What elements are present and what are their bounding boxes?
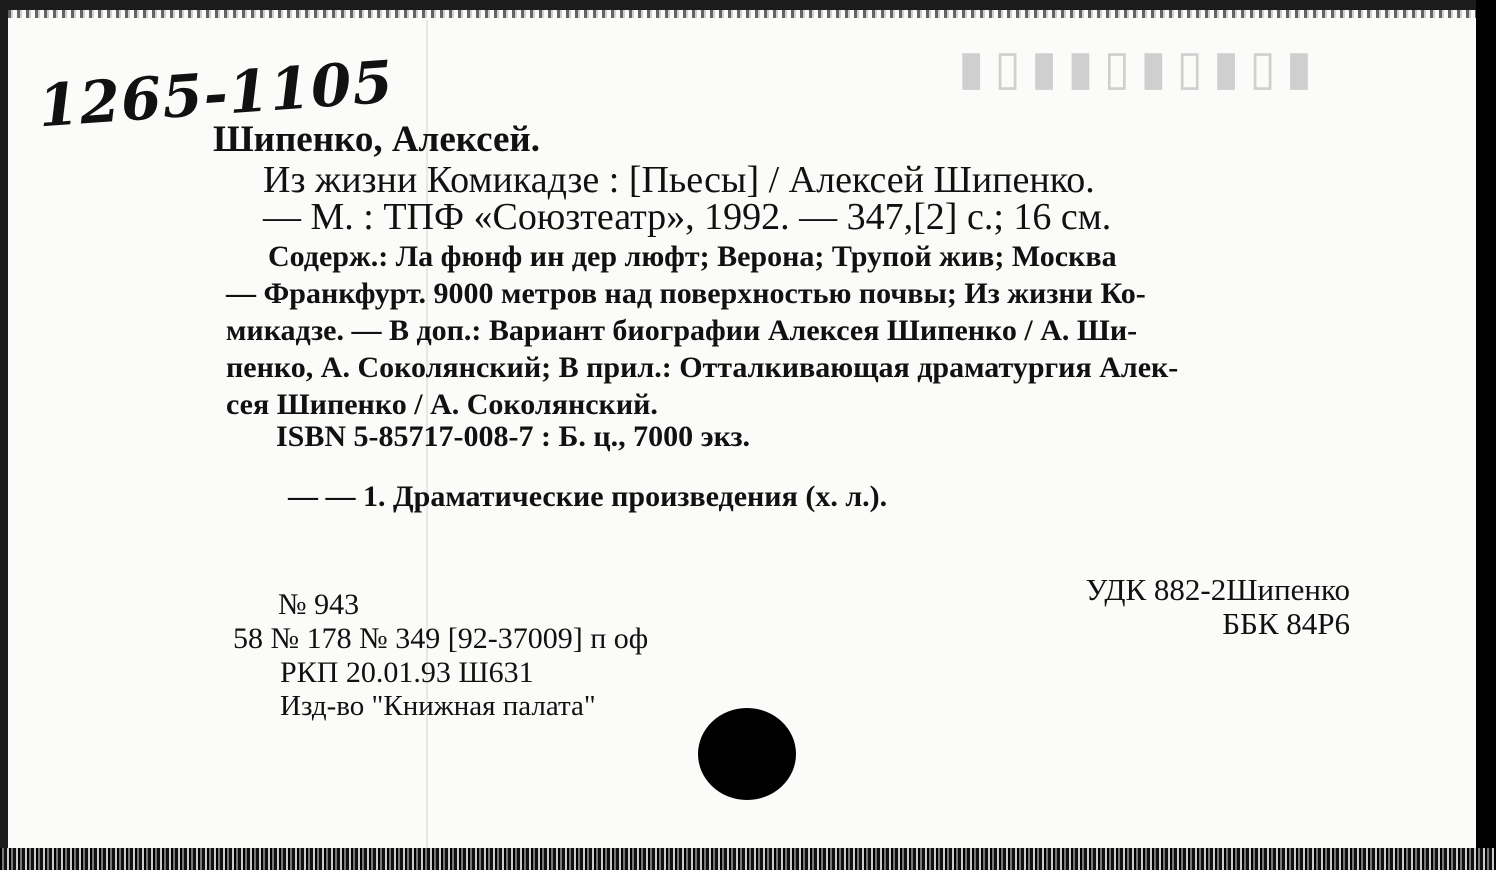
publisher-line: Изд-во "Книжная палата" — [280, 690, 596, 722]
contents-line: сея Шипенко / А. Соколянский. — [226, 388, 658, 421]
title-statement: Из жизни Комикадзе : [Пьесы] / Алексей Шипенко. — [263, 159, 1095, 201]
subject-heading: — — 1. Драматические произведения (х. л.). — [288, 480, 888, 513]
contents-line: микадзе. — В доп.: Вариант биографии Алексея Шипенко / А. Ши- — [226, 314, 1138, 347]
bbk-code: ББК 84Р6 — [1222, 606, 1350, 641]
contents-line: пенко, А. Соколянский; В прил.: Отталкивающая драматургия Алек- — [226, 351, 1179, 384]
faint-bleed-through-stamp: ▮▯▮▮▯▮▯▮▯▮ — [958, 42, 1323, 95]
record-number: № 943 — [278, 588, 360, 621]
udk-code: УДК 882-2Шипенко — [1085, 572, 1350, 607]
catalog-card — [8, 10, 1476, 848]
handwritten-inventory-number: 1265-1105 — [36, 47, 396, 141]
rkp-line: РКП 20.01.93 Ш631 — [280, 656, 534, 689]
scan-right-edge — [1476, 0, 1496, 870]
contents-line: Содерж.: Ла фюнф ин дер люфт; Верона; Трупой жив; Москва — [268, 240, 1117, 273]
isbn-line: ISBN 5-85717-008-7 : Б. ц., 7000 экз. — [276, 420, 751, 453]
scan-bottom-edge — [0, 848, 1496, 870]
publication-statement: — М. : ТПФ «Союзтеатр», 1992. — 347,[2] с.; 16 см. — [263, 196, 1112, 238]
author-heading: Шипенко, Алексей. — [213, 119, 541, 160]
card-punch-hole — [698, 708, 796, 800]
contents-note — [226, 238, 1386, 423]
contents-line: — Франкфурт. 9000 метров над поверхностью почвы; Из жизни Ко- — [226, 277, 1146, 310]
registration-line: 58 № 178 № 349 [92-37009] п оф — [233, 622, 649, 655]
